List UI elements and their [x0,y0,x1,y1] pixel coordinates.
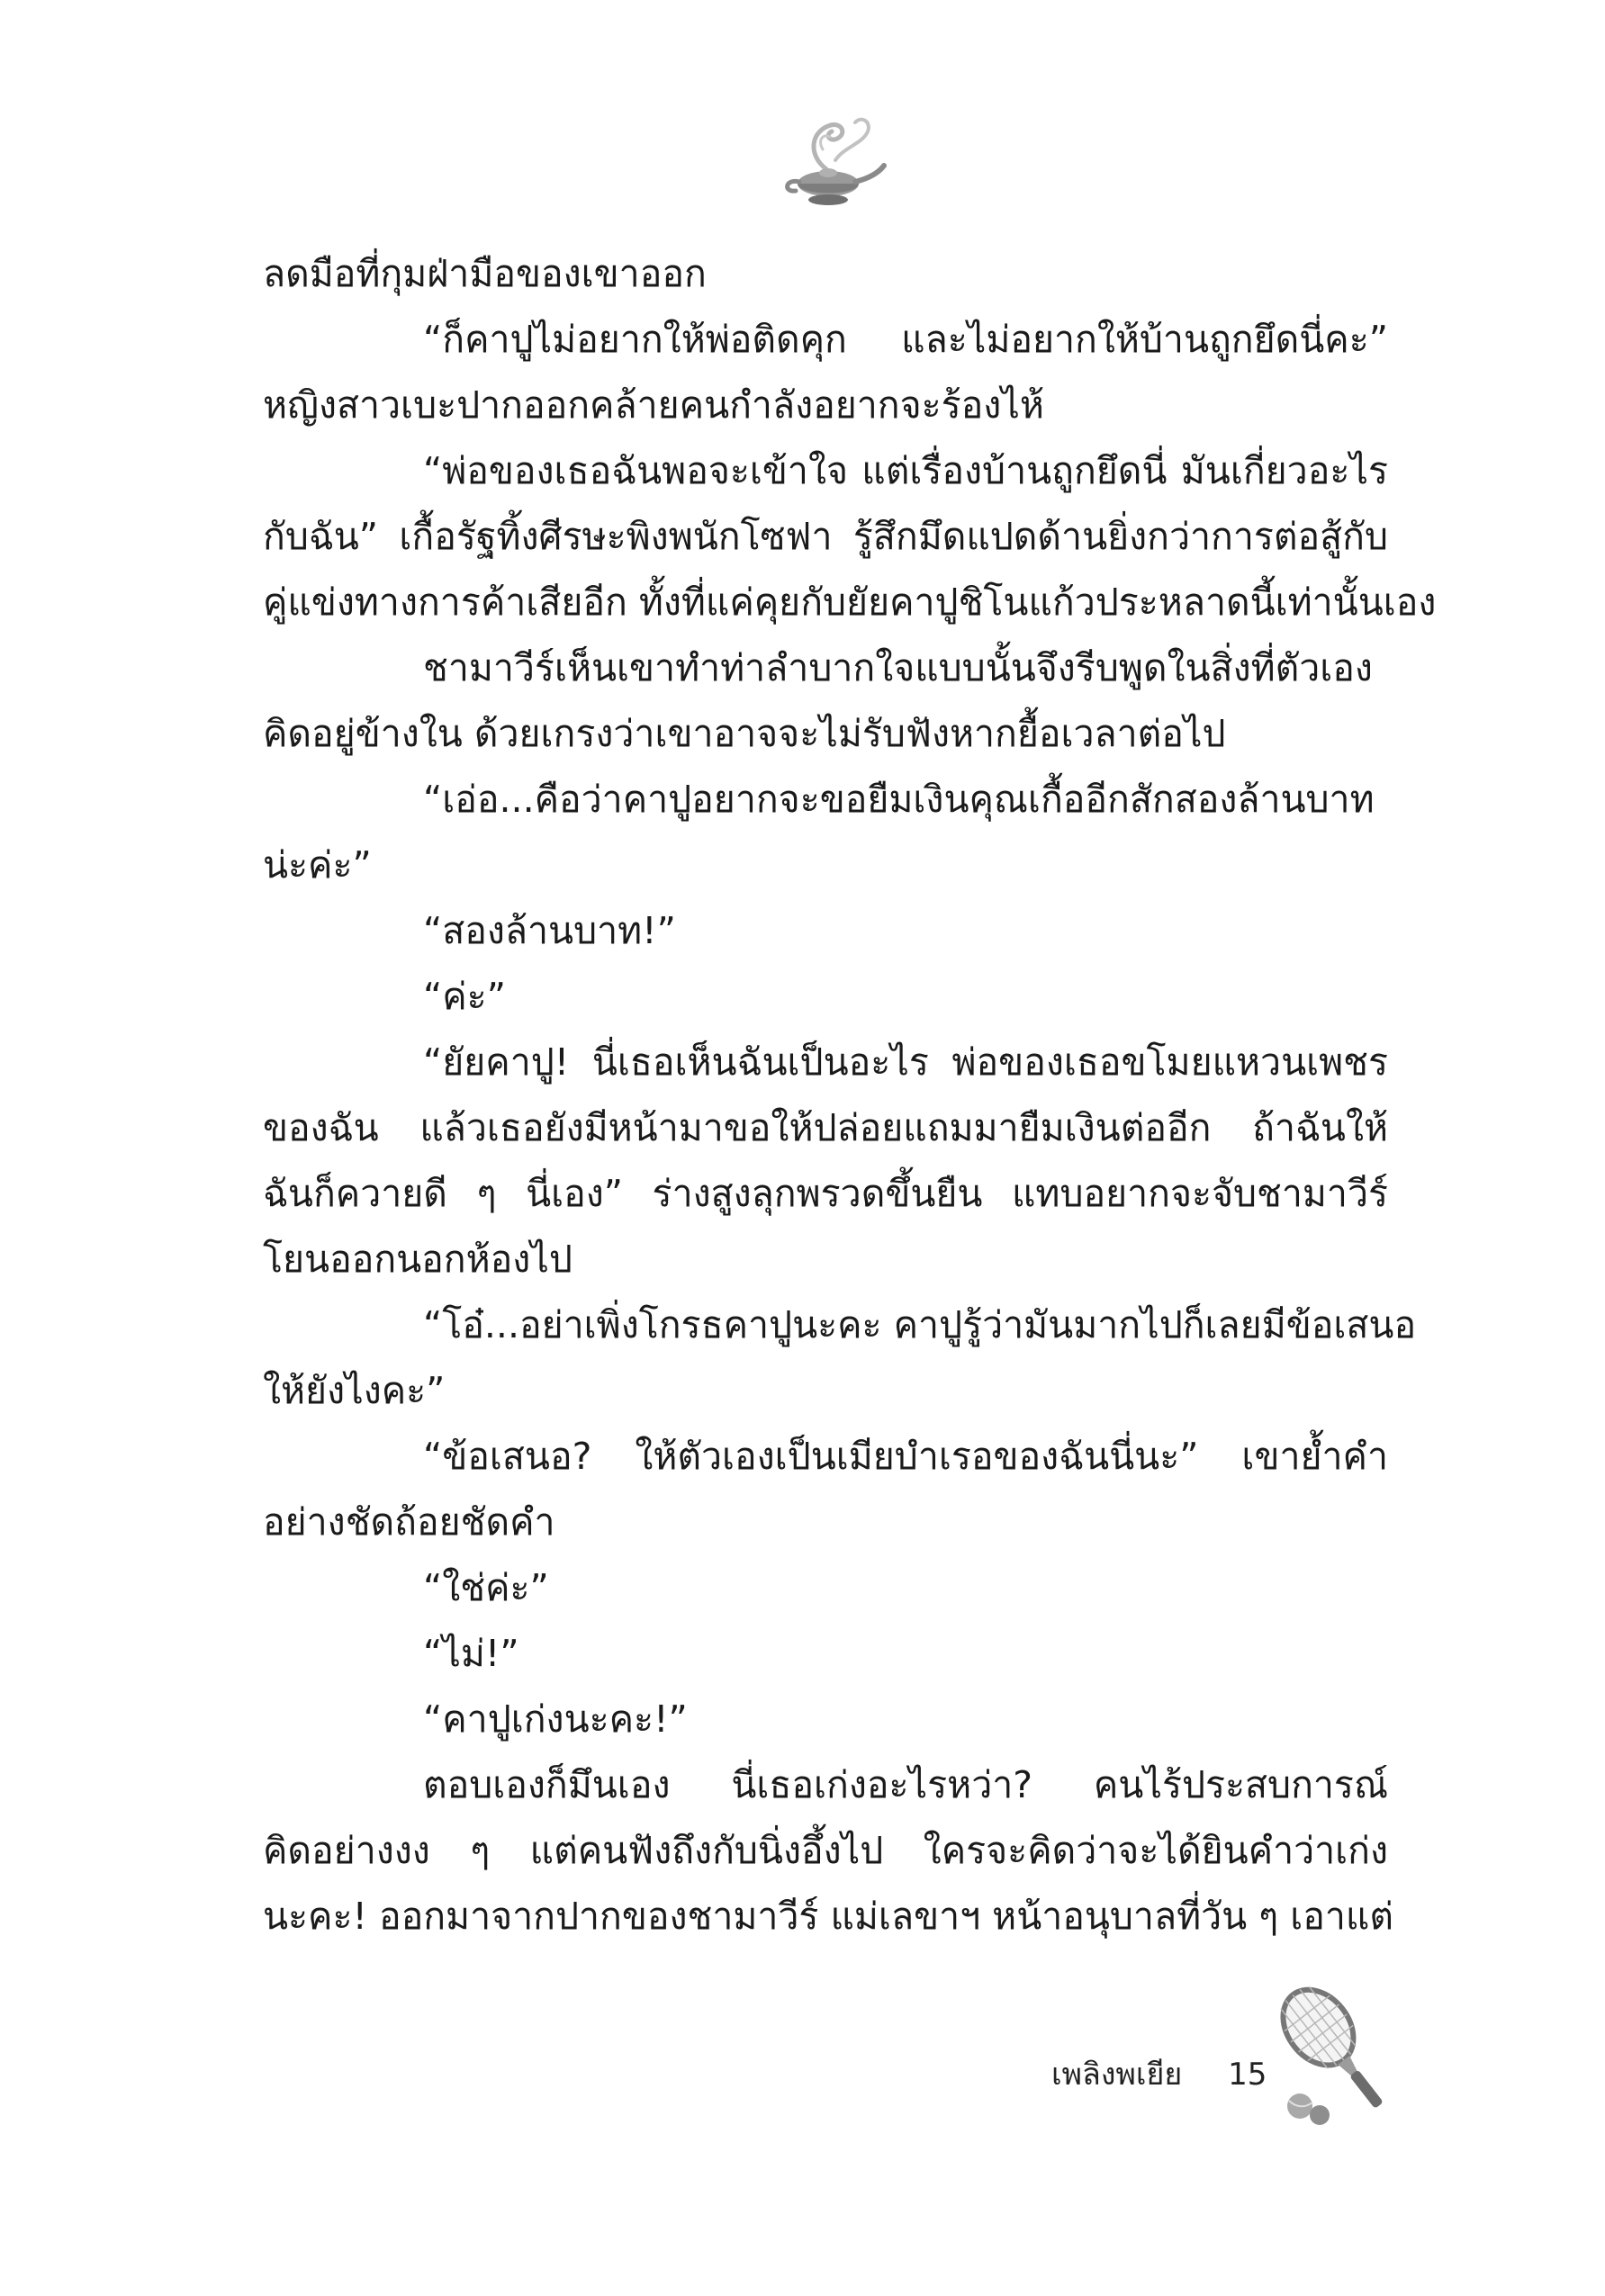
text-line: “ใช่ค่ะ” [423,1566,549,1609]
page-footer [1051,2052,1267,2097]
text-line: คิดอย่างงง ๆ แต่คนฟังถึงกับนิ่งอึ้งไป ใครจะคิดว่าจะได้ยินคำว่าเก่ง [263,1829,1388,1872]
text-line: น่ะค่ะ” [263,843,372,887]
text-line: “สองล้านบาท!” [423,909,676,952]
text-line: ชามาวีร์เห็นเขาทำท่าลำบากใจแบบนั้นจึงรีบพูดในสิ่งที่ตัวเอง [423,646,1373,689]
text-line: “เอ่อ...คือว่าคาปูอยากจะขอยืมเงินคุณเกื้ออีกสักสองล้านบาท [423,778,1375,821]
text-line: “ไม่!” [423,1632,519,1675]
text-line: “พ่อของเธอฉันพอจะเข้าใจ แต่เรื่องบ้านถูกยึดนี่ มันเกี่ยวอะไร [423,449,1388,492]
text-line: โยนออกนอกห้องไป [263,1238,573,1281]
text-line: ของฉัน แล้วเธอยังมีหน้ามาขอให้ปล่อยแถมมายืมเงินต่ออีก ถ้าฉันให้ [263,1106,1388,1149]
text-line: กับฉัน” เกื้อรัฐทิ้งศีรษะพิงพนักโซฟา รู้สึกมึดแปดด้านยิ่งกว่าการต่อสู้กับ [263,515,1388,558]
text-line: “โอ๋...อย่าเพิ่งโกรธคาปูนะคะ คาปูรู้ว่ามันมากไปก็เลยมีข้อเสนอ [423,1303,1417,1346]
text-line: “ก็คาปูไม่อยากให้พ่อติดคุก และไม่อยากให้บ้านถูกยึดนี่คะ” [423,318,1388,361]
genie-lamp-icon [772,106,889,223]
text-line: อย่างชัดถ้อยชัดคำ [263,1500,555,1544]
text-line: หญิงสาวเบะปากออกคล้ายคนกำลังอยากจะร้องไห้ [263,383,1044,427]
text-line: นะคะ! ออกมาจากปากของชามาวีร์ แม่เลขาฯ หน้าอนุบาลที่วัน ๆ เอาแต่ [263,1895,1393,1938]
footer-title: เพลิงพเยีย [1051,2057,1183,2093]
text-line: คู่แข่งทางการค้าเสียอีก ทั้งที่แค่คุยกับยัยคาปูชิโนแก้วประหลาดนี้เท่านั้นเอง [263,581,1437,624]
text-line: คิดอยู่ข้างใน ด้วยเกรงว่าเขาอาจจะไม่รับฟังหากยื้อเวลาต่อไป [263,712,1226,755]
text-line: “ค่ะ” [423,975,506,1018]
text-line: “ข้อเสนอ? ให้ตัวเองเป็นเมียบำเรอของฉันนี่นะ” เขาย้ำคำ [423,1435,1388,1478]
text-line: ให้ยังไงคะ” [263,1369,446,1412]
text-line: “คาปูเก่งนะคะ!” [423,1697,688,1741]
text-line: ตอบเองก็มึนเอง นี่เธอเก่งอะไรหว่า? คนไร้ประสบการณ์ [423,1763,1388,1806]
body-text [263,241,1437,1949]
text-line: ฉันก็ควายดี ๆ นี่เอง” ร่างสูงลุกพรวดขึ้นยืน แทบอยากจะจับชามาวีร์ [263,1172,1388,1215]
page-number: 15 [1228,2057,1267,2093]
text-line: “ยัยคาปู! นี่เธอเห็นฉันเป็นอะไร พ่อของเธอขโมยแหวนเพชร [423,1040,1388,1084]
tennis-racket-icon [1267,1971,1393,2133]
text-line: ลดมือที่กุมฝ่ามือของเขาออก [263,252,707,295]
